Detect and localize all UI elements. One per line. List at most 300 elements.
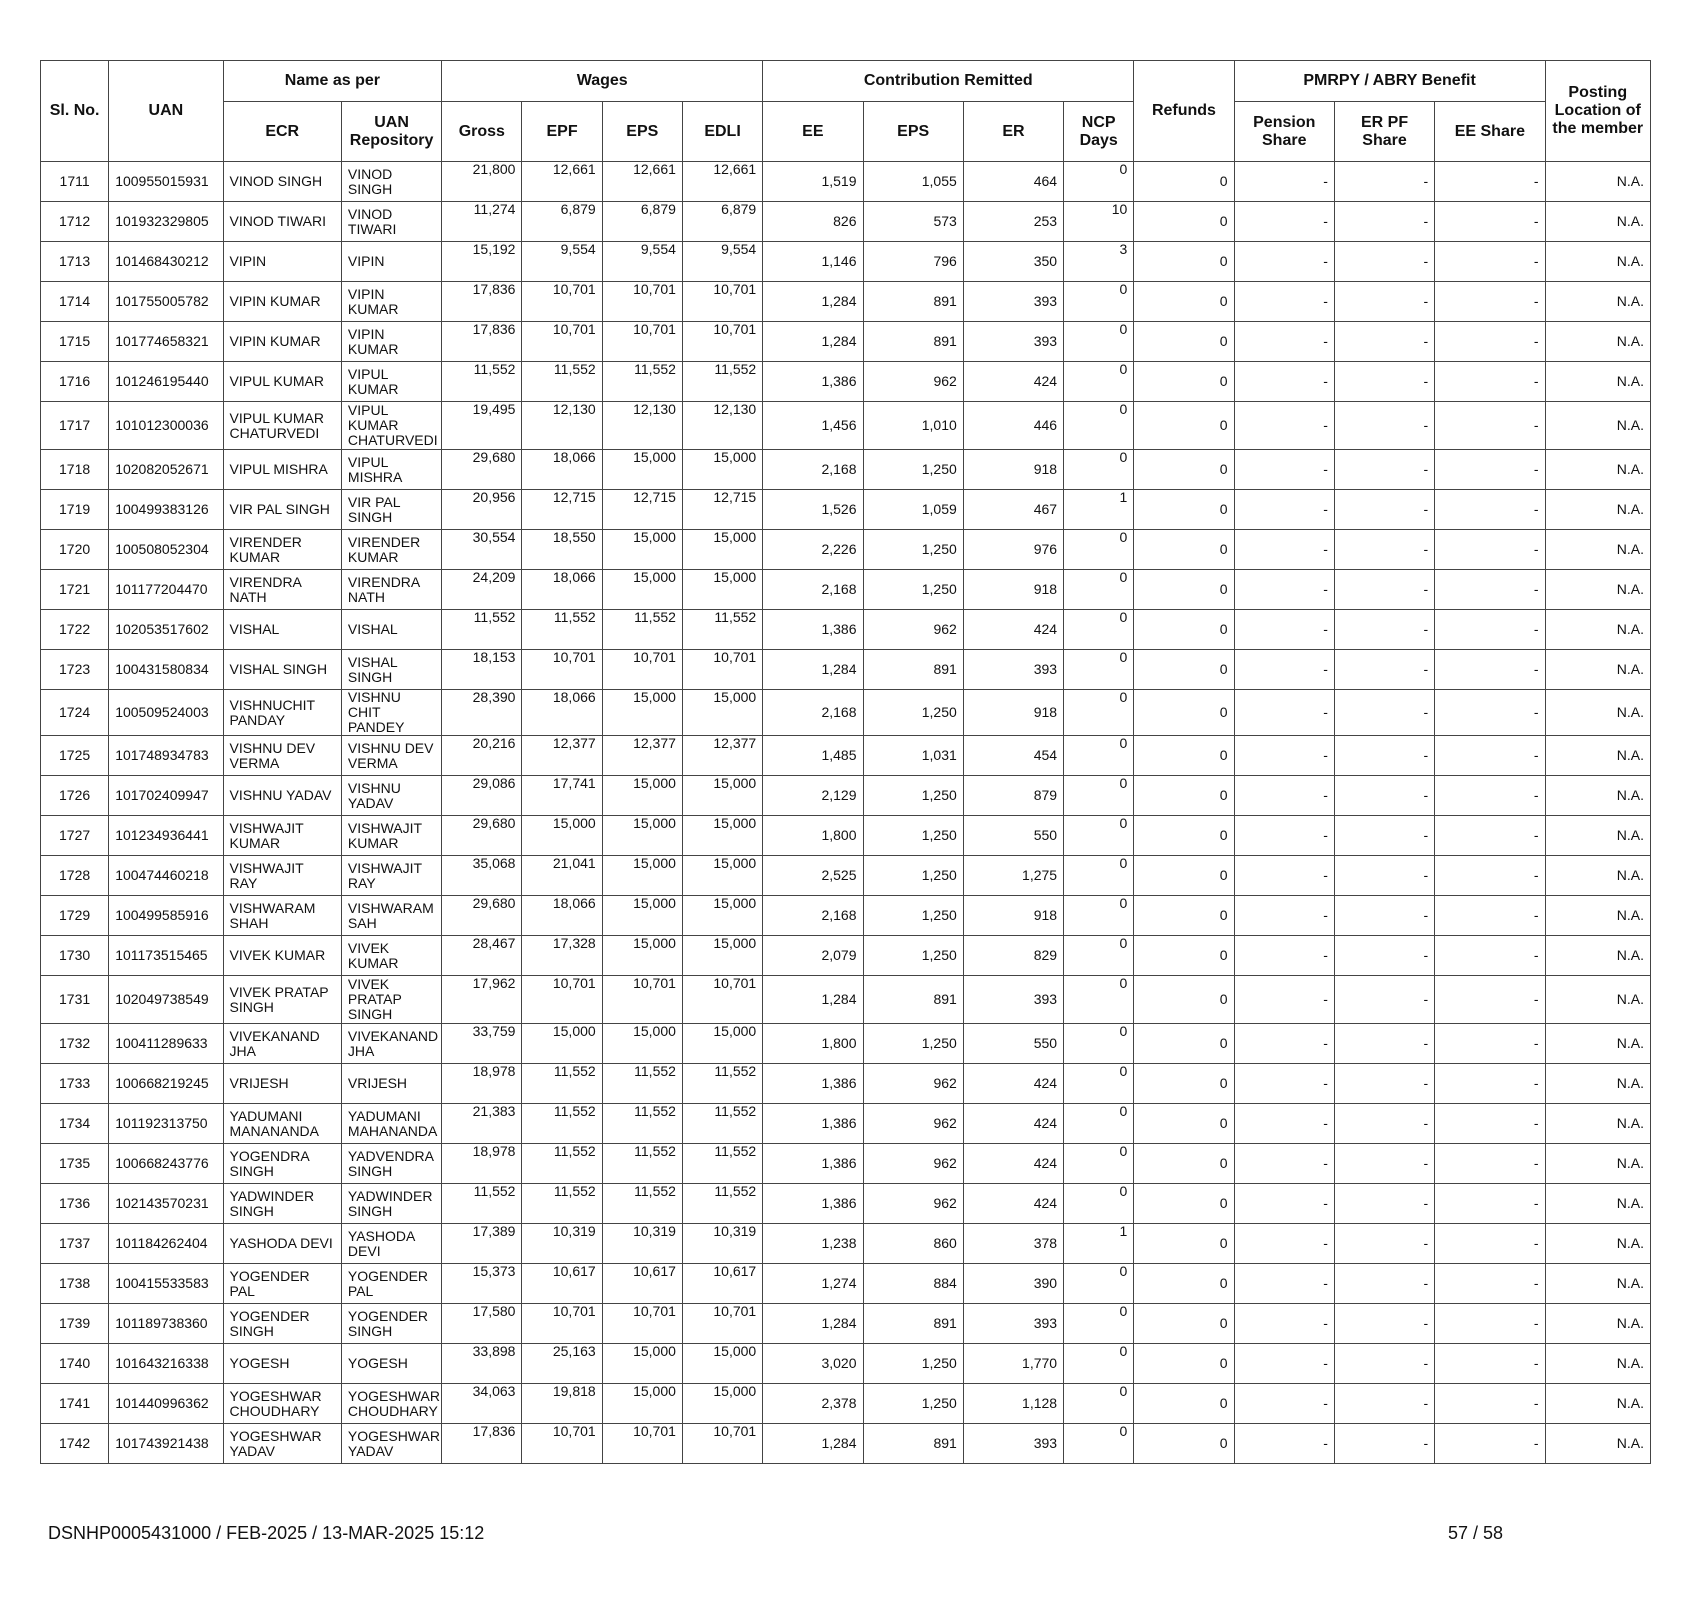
contribution-table bbox=[40, 60, 1651, 1464]
cell-er-pf-share: - bbox=[1334, 1144, 1434, 1184]
cell-gross: 17,836 bbox=[442, 282, 522, 322]
cell-gross: 11,274 bbox=[442, 202, 522, 242]
cell-edli: 15,000 bbox=[682, 530, 762, 570]
cell-ee: 1,274 bbox=[763, 1264, 863, 1304]
cell-edli: 15,000 bbox=[682, 690, 762, 736]
cell-ecr-name: YADUMANI MANANANDA bbox=[223, 1104, 341, 1144]
cell-refunds: 0 bbox=[1134, 1384, 1234, 1424]
cell-eps: 9,554 bbox=[602, 242, 682, 282]
cell-edli: 10,701 bbox=[682, 322, 762, 362]
cell-ncp-days: 0 bbox=[1064, 776, 1134, 816]
table-row bbox=[41, 776, 1651, 816]
cell-edli: 15,000 bbox=[682, 570, 762, 610]
cell-eps: 10,701 bbox=[602, 1424, 682, 1464]
cell-epf: 17,741 bbox=[522, 776, 602, 816]
cell-pension-share: - bbox=[1234, 202, 1334, 242]
cell-contrib-eps: 962 bbox=[863, 610, 963, 650]
cell-contrib-eps: 1,250 bbox=[863, 1344, 963, 1384]
cell-er-pf-share: - bbox=[1334, 530, 1434, 570]
cell-epf: 12,377 bbox=[522, 736, 602, 776]
cell-uan: 101743921438 bbox=[109, 1424, 223, 1464]
cell-er: 454 bbox=[963, 736, 1063, 776]
cell-er: 253 bbox=[963, 202, 1063, 242]
cell-sl-no: 1711 bbox=[41, 162, 109, 202]
cell-edli: 6,879 bbox=[682, 202, 762, 242]
cell-epf: 10,701 bbox=[522, 1424, 602, 1464]
cell-er: 424 bbox=[963, 1064, 1063, 1104]
cell-ee-share: - bbox=[1435, 570, 1545, 610]
cell-ee-share: - bbox=[1435, 490, 1545, 530]
cell-gross: 28,467 bbox=[442, 936, 522, 976]
cell-pension-share: - bbox=[1234, 530, 1334, 570]
table-row bbox=[41, 1024, 1651, 1064]
cell-refunds: 0 bbox=[1134, 976, 1234, 1024]
cell-refunds: 0 bbox=[1134, 1144, 1234, 1184]
cell-er-pf-share: - bbox=[1334, 1224, 1434, 1264]
table-row bbox=[41, 1184, 1651, 1224]
cell-ee-share: - bbox=[1435, 362, 1545, 402]
table-row bbox=[41, 1104, 1651, 1144]
cell-ecr-name: VISHAL SINGH bbox=[223, 650, 341, 690]
header-er-pf-share: ER PF Share bbox=[1334, 102, 1434, 162]
cell-pension-share: - bbox=[1234, 976, 1334, 1024]
cell-er: 1,770 bbox=[963, 1344, 1063, 1384]
header-uan: UAN bbox=[109, 61, 223, 162]
cell-contrib-eps: 962 bbox=[863, 1184, 963, 1224]
cell-sl-no: 1719 bbox=[41, 490, 109, 530]
cell-sl-no: 1734 bbox=[41, 1104, 109, 1144]
cell-er-pf-share: - bbox=[1334, 610, 1434, 650]
cell-posting: N.A. bbox=[1545, 816, 1650, 856]
cell-ecr-name: VIPUL KUMAR bbox=[223, 362, 341, 402]
table-row bbox=[41, 1224, 1651, 1264]
cell-gross: 15,192 bbox=[442, 242, 522, 282]
cell-epf: 11,552 bbox=[522, 1184, 602, 1224]
cell-repo-name: YOGENDER PAL bbox=[341, 1264, 441, 1304]
cell-uan: 101246195440 bbox=[109, 362, 223, 402]
cell-ee-share: - bbox=[1435, 896, 1545, 936]
header-edli: EDLI bbox=[682, 102, 762, 162]
cell-pension-share: - bbox=[1234, 362, 1334, 402]
cell-er-pf-share: - bbox=[1334, 202, 1434, 242]
cell-posting: N.A. bbox=[1545, 1024, 1650, 1064]
cell-ecr-name: VISHNUCHIT PANDAY bbox=[223, 690, 341, 736]
cell-uan: 101774658321 bbox=[109, 322, 223, 362]
cell-ee: 1,386 bbox=[763, 1104, 863, 1144]
cell-refunds: 0 bbox=[1134, 896, 1234, 936]
cell-ncp-days: 0 bbox=[1064, 162, 1134, 202]
cell-refunds: 0 bbox=[1134, 1224, 1234, 1264]
cell-uan: 100499585916 bbox=[109, 896, 223, 936]
cell-repo-name: VISHAL SINGH bbox=[341, 650, 441, 690]
cell-edli: 15,000 bbox=[682, 1024, 762, 1064]
cell-repo-name: VISHNU YADAV bbox=[341, 776, 441, 816]
cell-uan: 101173515465 bbox=[109, 936, 223, 976]
cell-pension-share: - bbox=[1234, 282, 1334, 322]
cell-er-pf-share: - bbox=[1334, 1184, 1434, 1224]
cell-ee: 1,386 bbox=[763, 1064, 863, 1104]
cell-eps: 15,000 bbox=[602, 936, 682, 976]
cell-uan: 100431580834 bbox=[109, 650, 223, 690]
cell-repo-name: YADUMANI MAHANANDA bbox=[341, 1104, 441, 1144]
cell-ee: 1,386 bbox=[763, 610, 863, 650]
cell-ecr-name: VINOD TIWARI bbox=[223, 202, 341, 242]
cell-contrib-eps: 1,250 bbox=[863, 896, 963, 936]
cell-contrib-eps: 1,055 bbox=[863, 162, 963, 202]
cell-ee: 1,386 bbox=[763, 1144, 863, 1184]
cell-epf: 10,701 bbox=[522, 282, 602, 322]
cell-er: 918 bbox=[963, 896, 1063, 936]
cell-er-pf-share: - bbox=[1334, 736, 1434, 776]
cell-sl-no: 1736 bbox=[41, 1184, 109, 1224]
cell-epf: 10,701 bbox=[522, 650, 602, 690]
cell-er: 918 bbox=[963, 690, 1063, 736]
cell-edli: 15,000 bbox=[682, 1384, 762, 1424]
cell-gross: 28,390 bbox=[442, 690, 522, 736]
cell-edli: 12,377 bbox=[682, 736, 762, 776]
cell-refunds: 0 bbox=[1134, 362, 1234, 402]
cell-repo-name: VINOD SINGH bbox=[341, 162, 441, 202]
cell-repo-name: VIRENDRA NATH bbox=[341, 570, 441, 610]
cell-ncp-days: 0 bbox=[1064, 1264, 1134, 1304]
cell-edli: 15,000 bbox=[682, 856, 762, 896]
cell-uan: 101177204470 bbox=[109, 570, 223, 610]
cell-ee-share: - bbox=[1435, 776, 1545, 816]
cell-ee: 3,020 bbox=[763, 1344, 863, 1384]
cell-uan: 101702409947 bbox=[109, 776, 223, 816]
cell-er: 467 bbox=[963, 490, 1063, 530]
header-epf: EPF bbox=[522, 102, 602, 162]
table-row bbox=[41, 162, 1651, 202]
cell-uan: 102053517602 bbox=[109, 610, 223, 650]
cell-ncp-days: 0 bbox=[1064, 1184, 1134, 1224]
cell-ee-share: - bbox=[1435, 1264, 1545, 1304]
cell-gross: 18,153 bbox=[442, 650, 522, 690]
cell-sl-no: 1715 bbox=[41, 322, 109, 362]
header-pmrpy: PMRPY / ABRY Benefit bbox=[1234, 61, 1545, 102]
cell-gross: 17,836 bbox=[442, 322, 522, 362]
cell-posting: N.A. bbox=[1545, 1424, 1650, 1464]
cell-ee-share: - bbox=[1435, 1104, 1545, 1144]
cell-refunds: 0 bbox=[1134, 1024, 1234, 1064]
cell-ee: 2,226 bbox=[763, 530, 863, 570]
cell-posting: N.A. bbox=[1545, 1104, 1650, 1144]
table-row bbox=[41, 1264, 1651, 1304]
cell-refunds: 0 bbox=[1134, 242, 1234, 282]
table-row bbox=[41, 1384, 1651, 1424]
cell-epf: 10,617 bbox=[522, 1264, 602, 1304]
cell-ee-share: - bbox=[1435, 1184, 1545, 1224]
cell-epf: 11,552 bbox=[522, 1104, 602, 1144]
cell-refunds: 0 bbox=[1134, 322, 1234, 362]
cell-eps: 15,000 bbox=[602, 856, 682, 896]
cell-gross: 20,216 bbox=[442, 736, 522, 776]
cell-ee-share: - bbox=[1435, 322, 1545, 362]
cell-gross: 29,680 bbox=[442, 816, 522, 856]
cell-gross: 11,552 bbox=[442, 1184, 522, 1224]
cell-eps: 10,617 bbox=[602, 1264, 682, 1304]
header-wages: Wages bbox=[442, 61, 763, 102]
cell-contrib-eps: 1,250 bbox=[863, 776, 963, 816]
cell-contrib-eps: 891 bbox=[863, 282, 963, 322]
cell-ee: 2,168 bbox=[763, 690, 863, 736]
cell-edli: 11,552 bbox=[682, 610, 762, 650]
cell-pension-share: - bbox=[1234, 490, 1334, 530]
cell-pension-share: - bbox=[1234, 242, 1334, 282]
cell-repo-name: YASHODA DEVI bbox=[341, 1224, 441, 1264]
cell-ee-share: - bbox=[1435, 1024, 1545, 1064]
cell-refunds: 0 bbox=[1134, 690, 1234, 736]
cell-er-pf-share: - bbox=[1334, 650, 1434, 690]
cell-edli: 15,000 bbox=[682, 816, 762, 856]
cell-ecr-name: VIRENDRA NATH bbox=[223, 570, 341, 610]
cell-gross: 11,552 bbox=[442, 610, 522, 650]
cell-epf: 18,066 bbox=[522, 450, 602, 490]
cell-sl-no: 1731 bbox=[41, 976, 109, 1024]
cell-ee: 1,284 bbox=[763, 322, 863, 362]
cell-repo-name: VIPUL KUMAR bbox=[341, 362, 441, 402]
cell-contrib-eps: 1,250 bbox=[863, 816, 963, 856]
cell-ee-share: - bbox=[1435, 1064, 1545, 1104]
cell-ecr-name: VIVEKANAND JHA bbox=[223, 1024, 341, 1064]
cell-edli: 10,701 bbox=[682, 1304, 762, 1344]
cell-sl-no: 1714 bbox=[41, 282, 109, 322]
cell-edli: 12,130 bbox=[682, 402, 762, 450]
cell-er: 393 bbox=[963, 282, 1063, 322]
cell-ee: 2,168 bbox=[763, 450, 863, 490]
cell-er-pf-share: - bbox=[1334, 976, 1434, 1024]
cell-ee-share: - bbox=[1435, 242, 1545, 282]
cell-sl-no: 1725 bbox=[41, 736, 109, 776]
cell-contrib-eps: 962 bbox=[863, 1104, 963, 1144]
cell-sl-no: 1717 bbox=[41, 402, 109, 450]
cell-ecr-name: VIVEK PRATAP SINGH bbox=[223, 976, 341, 1024]
header-posting: Posting Location of the member bbox=[1545, 61, 1650, 162]
cell-er-pf-share: - bbox=[1334, 1264, 1434, 1304]
cell-eps: 15,000 bbox=[602, 1024, 682, 1064]
cell-contrib-eps: 884 bbox=[863, 1264, 963, 1304]
cell-posting: N.A. bbox=[1545, 896, 1650, 936]
cell-sl-no: 1730 bbox=[41, 936, 109, 976]
cell-posting: N.A. bbox=[1545, 1304, 1650, 1344]
cell-posting: N.A. bbox=[1545, 736, 1650, 776]
cell-ncp-days: 0 bbox=[1064, 1064, 1134, 1104]
cell-ee-share: - bbox=[1435, 162, 1545, 202]
cell-ecr-name: VISHAL bbox=[223, 610, 341, 650]
cell-ecr-name: YOGESH bbox=[223, 1344, 341, 1384]
cell-er: 879 bbox=[963, 776, 1063, 816]
cell-sl-no: 1742 bbox=[41, 1424, 109, 1464]
cell-sl-no: 1718 bbox=[41, 450, 109, 490]
cell-sl-no: 1741 bbox=[41, 1384, 109, 1424]
cell-eps: 15,000 bbox=[602, 1344, 682, 1384]
cell-er: 424 bbox=[963, 1104, 1063, 1144]
cell-gross: 18,978 bbox=[442, 1144, 522, 1184]
cell-pension-share: - bbox=[1234, 1224, 1334, 1264]
cell-sl-no: 1721 bbox=[41, 570, 109, 610]
cell-ee-share: - bbox=[1435, 976, 1545, 1024]
cell-ee: 1,386 bbox=[763, 362, 863, 402]
cell-er-pf-share: - bbox=[1334, 896, 1434, 936]
cell-er: 424 bbox=[963, 362, 1063, 402]
cell-gross: 11,552 bbox=[442, 362, 522, 402]
cell-refunds: 0 bbox=[1134, 570, 1234, 610]
cell-er-pf-share: - bbox=[1334, 776, 1434, 816]
table-row bbox=[41, 402, 1651, 450]
cell-epf: 18,066 bbox=[522, 570, 602, 610]
cell-uan: 102082052671 bbox=[109, 450, 223, 490]
header-ee-share: EE Share bbox=[1435, 102, 1545, 162]
cell-ncp-days: 1 bbox=[1064, 1224, 1134, 1264]
cell-er-pf-share: - bbox=[1334, 1304, 1434, 1344]
cell-epf: 19,818 bbox=[522, 1384, 602, 1424]
cell-ecr-name: VISHNU DEV VERMA bbox=[223, 736, 341, 776]
cell-posting: N.A. bbox=[1545, 402, 1650, 450]
cell-posting: N.A. bbox=[1545, 202, 1650, 242]
cell-sl-no: 1737 bbox=[41, 1224, 109, 1264]
cell-epf: 10,701 bbox=[522, 976, 602, 1024]
cell-ncp-days: 0 bbox=[1064, 610, 1134, 650]
cell-ee: 1,526 bbox=[763, 490, 863, 530]
cell-eps: 15,000 bbox=[602, 690, 682, 736]
cell-eps: 10,701 bbox=[602, 282, 682, 322]
cell-contrib-eps: 1,250 bbox=[863, 1024, 963, 1064]
cell-edli: 11,552 bbox=[682, 1104, 762, 1144]
cell-er: 550 bbox=[963, 1024, 1063, 1064]
cell-posting: N.A. bbox=[1545, 650, 1650, 690]
cell-er-pf-share: - bbox=[1334, 570, 1434, 610]
cell-ncp-days: 0 bbox=[1064, 1104, 1134, 1144]
cell-refunds: 0 bbox=[1134, 736, 1234, 776]
cell-er-pf-share: - bbox=[1334, 1024, 1434, 1064]
cell-pension-share: - bbox=[1234, 1304, 1334, 1344]
header-pension-share: Pension Share bbox=[1234, 102, 1334, 162]
cell-gross: 19,495 bbox=[442, 402, 522, 450]
cell-ecr-name: VIPIN KUMAR bbox=[223, 282, 341, 322]
cell-edli: 10,701 bbox=[682, 650, 762, 690]
cell-repo-name: VINOD TIWARI bbox=[341, 202, 441, 242]
cell-epf: 9,554 bbox=[522, 242, 602, 282]
header-er: ER bbox=[963, 102, 1063, 162]
cell-eps: 11,552 bbox=[602, 1104, 682, 1144]
cell-ncp-days: 0 bbox=[1064, 1424, 1134, 1464]
cell-posting: N.A. bbox=[1545, 690, 1650, 736]
table-row bbox=[41, 650, 1651, 690]
cell-ncp-days: 0 bbox=[1064, 856, 1134, 896]
cell-ecr-name: VIR PAL SINGH bbox=[223, 490, 341, 530]
header-contribution-remitted: Contribution Remitted bbox=[763, 61, 1134, 102]
cell-eps: 6,879 bbox=[602, 202, 682, 242]
cell-posting: N.A. bbox=[1545, 1184, 1650, 1224]
cell-refunds: 0 bbox=[1134, 450, 1234, 490]
cell-ee: 2,525 bbox=[763, 856, 863, 896]
page-number: 57 / 58 bbox=[1448, 1523, 1504, 1543]
cell-ncp-days: 0 bbox=[1064, 570, 1134, 610]
cell-ncp-days: 0 bbox=[1064, 362, 1134, 402]
cell-er-pf-share: - bbox=[1334, 1064, 1434, 1104]
cell-eps: 15,000 bbox=[602, 450, 682, 490]
cell-edli: 10,701 bbox=[682, 1424, 762, 1464]
cell-epf: 25,163 bbox=[522, 1344, 602, 1384]
cell-er: 550 bbox=[963, 816, 1063, 856]
cell-repo-name: VIRENDER KUMAR bbox=[341, 530, 441, 570]
cell-sl-no: 1727 bbox=[41, 816, 109, 856]
cell-ncp-days: 0 bbox=[1064, 1144, 1134, 1184]
cell-gross: 17,389 bbox=[442, 1224, 522, 1264]
cell-epf: 15,000 bbox=[522, 816, 602, 856]
cell-posting: N.A. bbox=[1545, 322, 1650, 362]
cell-ecr-name: VRIJESH bbox=[223, 1064, 341, 1104]
cell-ee-share: - bbox=[1435, 202, 1545, 242]
cell-uan: 101643216338 bbox=[109, 1344, 223, 1384]
cell-epf: 11,552 bbox=[522, 1064, 602, 1104]
cell-ee-share: - bbox=[1435, 690, 1545, 736]
cell-epf: 10,319 bbox=[522, 1224, 602, 1264]
cell-repo-name: VIPUL MISHRA bbox=[341, 450, 441, 490]
cell-epf: 11,552 bbox=[522, 610, 602, 650]
cell-ee: 1,284 bbox=[763, 976, 863, 1024]
cell-pension-share: - bbox=[1234, 1184, 1334, 1224]
cell-er: 446 bbox=[963, 402, 1063, 450]
cell-repo-name: VIPIN bbox=[341, 242, 441, 282]
cell-repo-name: VIPIN KUMAR bbox=[341, 282, 441, 322]
cell-contrib-eps: 891 bbox=[863, 976, 963, 1024]
cell-refunds: 0 bbox=[1134, 1064, 1234, 1104]
cell-contrib-eps: 796 bbox=[863, 242, 963, 282]
cell-pension-share: - bbox=[1234, 1144, 1334, 1184]
cell-er: 424 bbox=[963, 610, 1063, 650]
cell-ncp-days: 0 bbox=[1064, 1024, 1134, 1064]
cell-er-pf-share: - bbox=[1334, 816, 1434, 856]
cell-er-pf-share: - bbox=[1334, 282, 1434, 322]
cell-pension-share: - bbox=[1234, 570, 1334, 610]
cell-uan: 100415533583 bbox=[109, 1264, 223, 1304]
cell-eps: 12,661 bbox=[602, 162, 682, 202]
cell-sl-no: 1720 bbox=[41, 530, 109, 570]
cell-ee: 1,284 bbox=[763, 282, 863, 322]
cell-edli: 15,000 bbox=[682, 1344, 762, 1384]
cell-refunds: 0 bbox=[1134, 490, 1234, 530]
cell-gross: 29,086 bbox=[442, 776, 522, 816]
cell-repo-name: VISHAL bbox=[341, 610, 441, 650]
cell-posting: N.A. bbox=[1545, 1144, 1650, 1184]
cell-refunds: 0 bbox=[1134, 936, 1234, 976]
cell-posting: N.A. bbox=[1545, 282, 1650, 322]
table-row bbox=[41, 490, 1651, 530]
cell-repo-name: VISHWARAM SAH bbox=[341, 896, 441, 936]
cell-pension-share: - bbox=[1234, 736, 1334, 776]
cell-ecr-name: YOGESHWAR YADAV bbox=[223, 1424, 341, 1464]
cell-pension-share: - bbox=[1234, 690, 1334, 736]
cell-ncp-days: 0 bbox=[1064, 650, 1134, 690]
cell-uan: 101192313750 bbox=[109, 1104, 223, 1144]
cell-contrib-eps: 1,250 bbox=[863, 530, 963, 570]
cell-contrib-eps: 1,010 bbox=[863, 402, 963, 450]
cell-contrib-eps: 1,031 bbox=[863, 736, 963, 776]
cell-contrib-eps: 1,250 bbox=[863, 1384, 963, 1424]
cell-er: 918 bbox=[963, 570, 1063, 610]
cell-posting: N.A. bbox=[1545, 1264, 1650, 1304]
cell-ncp-days: 3 bbox=[1064, 242, 1134, 282]
cell-gross: 29,680 bbox=[442, 450, 522, 490]
cell-epf: 15,000 bbox=[522, 1024, 602, 1064]
cell-contrib-eps: 962 bbox=[863, 362, 963, 402]
cell-ee: 1,519 bbox=[763, 162, 863, 202]
cell-ee-share: - bbox=[1435, 1144, 1545, 1184]
cell-repo-name: VIPIN KUMAR bbox=[341, 322, 441, 362]
cell-uan: 101184262404 bbox=[109, 1224, 223, 1264]
cell-refunds: 0 bbox=[1134, 610, 1234, 650]
